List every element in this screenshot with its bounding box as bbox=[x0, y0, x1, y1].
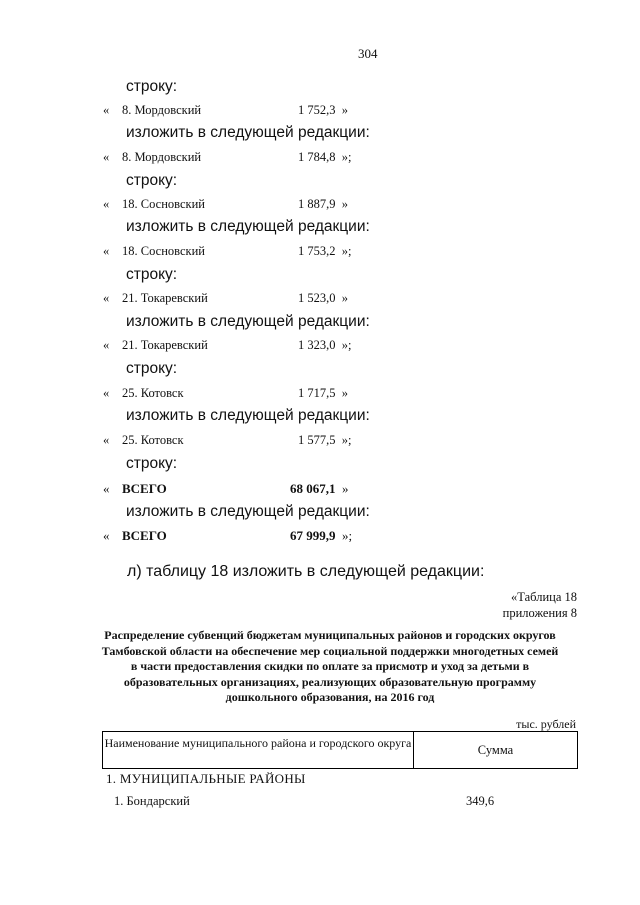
district-name: 21. Токаревский bbox=[122, 338, 208, 352]
district-name: 8. Мордовский bbox=[122, 150, 202, 164]
instruction-line: строку: bbox=[126, 455, 178, 472]
open-quote: « bbox=[103, 244, 110, 258]
open-quote: « bbox=[103, 338, 110, 352]
paragraph-l: л) таблицу 18 изложить в следующей редакции: bbox=[127, 563, 485, 580]
table-caption-line1: «Таблица 18 bbox=[511, 590, 577, 604]
open-quote: « bbox=[103, 291, 110, 305]
district-value: 1 523,0 » bbox=[298, 291, 348, 305]
instruction-line: строку: bbox=[126, 266, 178, 283]
open-quote: « bbox=[103, 103, 110, 117]
district-value: 1 323,0 »; bbox=[298, 338, 352, 352]
instruction-line: строку: bbox=[126, 78, 178, 95]
total-label: ВСЕГО bbox=[122, 481, 167, 496]
header-name-column: Наименование муниципального района и городского округа bbox=[104, 736, 412, 750]
open-quote: « bbox=[103, 386, 110, 400]
instruction-line: изложить в следующей редакции: bbox=[126, 124, 370, 141]
open-quote: « bbox=[103, 197, 110, 211]
instruction-line: изложить в следующей редакции: bbox=[126, 313, 370, 330]
open-quote: « bbox=[103, 481, 110, 496]
section-title: 1. МУНИЦИПАЛЬНЫЕ РАЙОНЫ bbox=[106, 771, 306, 786]
instruction-line: изложить в следующей редакции: bbox=[126, 503, 370, 520]
district-name: 25. Котовск bbox=[122, 386, 184, 400]
district-name: 8. Мордовский bbox=[122, 103, 202, 117]
district-value: 1 887,9 » bbox=[298, 197, 348, 211]
instruction-line: строку: bbox=[126, 360, 178, 377]
instruction-line: изложить в следующей редакции: bbox=[126, 218, 370, 235]
table-row-name: 1. Бондарский bbox=[114, 794, 190, 808]
open-quote: « bbox=[103, 150, 110, 164]
header-sum-column: Сумма bbox=[477, 743, 514, 757]
district-value: 1 717,5 » bbox=[298, 386, 348, 400]
page-number: 304 bbox=[358, 46, 378, 61]
district-name: 21. Токаревский bbox=[122, 291, 208, 305]
open-quote: « bbox=[103, 433, 110, 447]
district-name: 18. Сосновский bbox=[122, 244, 205, 258]
district-name: 18. Сосновский bbox=[122, 197, 205, 211]
district-value: 1 577,5 »; bbox=[298, 433, 352, 447]
district-value: 1 753,2 »; bbox=[298, 244, 352, 258]
total-label: ВСЕГО bbox=[122, 528, 167, 543]
table-caption-line2: приложения 8 bbox=[502, 606, 577, 620]
district-value: 1 752,3 » bbox=[298, 103, 348, 117]
instruction-line: строку: bbox=[126, 172, 178, 189]
total-value: 68 067,1 » bbox=[290, 481, 349, 496]
table-header bbox=[102, 731, 578, 769]
open-quote: « bbox=[103, 528, 110, 543]
district-value: 1 784,8 »; bbox=[298, 150, 352, 164]
unit-label: тыс. рублей bbox=[516, 717, 576, 731]
table-row-value: 349,6 bbox=[466, 794, 495, 808]
instruction-line: изложить в следующей редакции: bbox=[126, 407, 370, 424]
district-name: 25. Котовск bbox=[122, 433, 184, 447]
table-heading: Распределение субвенций бюджетам муниципальных районов и городских округов Тамбовской области на обеспечение мер социальной поддержки многодетных семей в части предоставления скидки по оплате за присмотр и уход за детьми в образовательных организациях, реализующих образовательную программу дошкольного образования, на 2016 год bbox=[101, 628, 559, 704]
total-value: 67 999,9 »; bbox=[290, 528, 353, 543]
